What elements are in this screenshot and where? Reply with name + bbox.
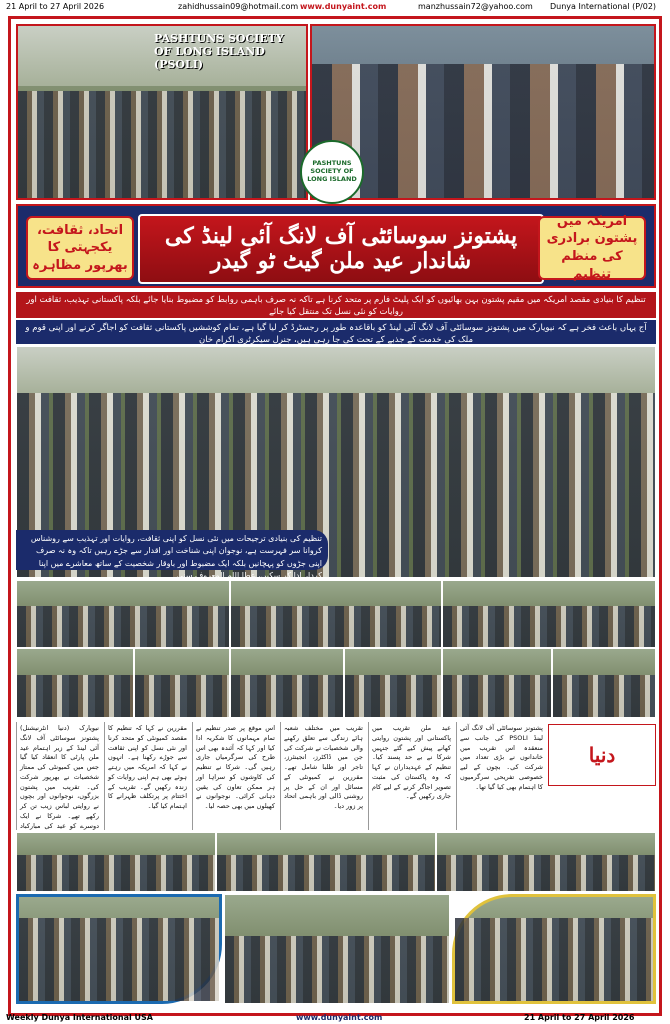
buffet-photo-right (452, 894, 656, 1004)
article-column: نیویارک (دنیا انٹرنیشنل) پشتونز سوسائٹی آف لانگ آئی لینڈ کے زیر اہتمام عید ملن پارٹی کا انعقاد کیا گیا جس میں کمیونٹی کی ممتاز شخصیات نے بھرپور شرکت کی۔ تقریب میں پشتون بزرگوں، نوجوانوں اور بچوں نے روایتی لباس زیب تن کر رکھے تھے۔ شرکا نے ایک دوسرے کو عید کی مبارکباد (16, 722, 102, 830)
top-bar (6, 0, 664, 14)
intro-blue-strip: آج یہاں باعث فخر ہے کہ نیویارک میں پشتونز سوسائٹی آف لانگ آئی لینڈ کو باقاعدہ طور پر رجسٹرڈ کر لیا گیا ہے، تمام کوششیں پاکستانی ثقافت کو اجاگر کرنے اور اپنی قوم و ملک کی خدمت کے جذبے کے تحت کی جا رہی ہیں، جنرل سیکرٹری اکرام خان (16, 320, 656, 344)
seal-text: PASHTUNS SOCIETY OF LONG ISLAND (307, 159, 357, 183)
grid-photo (230, 648, 344, 718)
headline-title: پشتونز سوسائٹی آف لانگ آئی لینڈ کی شاندار عید ملن گیٹ ٹو گیدر (138, 214, 544, 284)
grid-photo (442, 648, 552, 718)
header-publication: Dunya International (P/02) (550, 2, 657, 11)
group-speech-photo (16, 24, 308, 200)
article-column: عید ملن تقریب میں پاکستانی اور پشتون روایتی کھانے پیش کیے گئے جنہیں شرکا نے بے حد پسند کیا۔ تنظیم کے عہدیداران نے کہا کہ وہ پاکستان کی مثبت تصویر اجاگر کرنے کے لیے کام جاری رکھیں گے۔ (368, 722, 454, 830)
grid-photo (16, 580, 230, 648)
article-column: اس موقع پر صدر تنظیم نے تمام مہمانوں کا شکریہ ادا کیا اور کہا کہ آئندہ بھی اس طرح کی سرگرمیاں جاری رہیں گی۔ شرکا نے تنظیم کی کاوشوں کو سراہا اور ہر ممکن تعاون کی یقین دہانی کرائی۔ نوجوانوں نے کھیلوں میں بھی حصہ لیا۔ (192, 722, 278, 830)
psoli-overlay-title: PASHTUNS SOCIETY OF LONG ISLAND (PSOLI) (154, 32, 284, 72)
footer-right: 21 April to 27 April 2026 (524, 1013, 635, 1022)
footer-left: Weekly Dunya International USA (6, 1013, 153, 1022)
bottom-center-photo (224, 894, 450, 1004)
article-column: مقررین نے کہا کہ تنظیم کا مقصد کمیونٹی کو متحد کرنا اور نئی نسل کو اپنی ثقافت سے جوڑے رکھنا ہے۔ انہوں نے کہا کہ امریکہ میں رہتے ہوئے بھی ہم اپنی روایات کو زندہ رکھیں گے۔ تقریب کے اختتام پر پرتکلف ظہرانے کا اہتمام کیا گیا۔ (104, 722, 190, 830)
bottom-photo (16, 832, 216, 892)
article-column: تقریب میں مختلف شعبہ ہائے زندگی سے تعلق رکھنے والی شخصیات نے شرکت کی جن میں ڈاکٹرز، انجینئرز، تاجر اور طلبا شامل تھے۔ مقررین نے کمیونٹی کے مسائل اور ان کے حل پر روشنی ڈالی اور باہمی اتحاد پر زور دیا۔ (280, 722, 366, 830)
grid-photo (552, 648, 656, 718)
article-column: پشتونز سوسائٹی آف لانگ آئی لینڈ PSOLI کی جانب سے منعقدہ اس تقریب میں خاندانوں نے بڑی تعداد میں شرکت کی۔ بچوں کے لیے خصوصی تفریحی سرگرمیوں کا اہتمام بھی کیا گیا تھا۔ (456, 722, 546, 830)
banner-left-box: اتحاد، ثقافت، یکجہتی کا بھرپور مظاہرہ (26, 216, 134, 280)
header-email-left[interactable]: zahidhussain09@hotmail.com (178, 2, 299, 11)
photo-caption: تنظیم کی بنیادی ترجیحات میں نئی نسل کو اپنی ثقافت، روایات اور تہذیب سے روشناس کروانا سر فہرست ہے، نوجوان اپنی شناخت اور اقدار سے جڑے رہیں تاکہ وہ نہ صرف اپنی جڑوں کو پہچانیں بلکہ ایک مضبوط اور باوقار شخصیت کے ساتھ معاشرے میں اپنا کردار ادا کر سکیں، عطا اللہ المعروف سنی (16, 530, 328, 570)
buffet-photo-left (16, 894, 222, 1004)
banner-right-box: امریکہ میں پشتون برادری کی منظم تنظیم (538, 216, 646, 280)
footer-website[interactable]: www.dunyaint.com (296, 1013, 383, 1022)
header-website[interactable]: www.dunyaint.com (300, 2, 387, 11)
grid-photo (230, 580, 442, 648)
header-email-right[interactable]: manzhussain72@yahoo.com (418, 2, 533, 11)
dunya-logo: دنیا (548, 724, 656, 786)
psoli-seal-logo (300, 140, 364, 204)
intro-red-strip: تنظیم کا بنیادی مقصد امریکہ میں مقیم پشتون بہن بھائیوں کو ایک پلیٹ فارم پر متحد کرنا ہے تاکہ نہ صرف باہمی روابط کو مضبوط بنایا جائے بلکہ پاکستانی تہذیب، ثقافت اور روایات کو نئی نسل تک منتقل کیا جائے (16, 292, 656, 318)
footer-bar (6, 1011, 664, 1024)
photo-grid (16, 580, 656, 718)
grid-photo (442, 580, 656, 648)
bottom-photo (436, 832, 656, 892)
grid-photo (134, 648, 230, 718)
header-date: 21 April to 27 April 2026 (6, 2, 105, 11)
headline-banner (16, 204, 656, 288)
grid-photo (16, 648, 134, 718)
bottom-photo (216, 832, 436, 892)
grid-photo (344, 648, 442, 718)
